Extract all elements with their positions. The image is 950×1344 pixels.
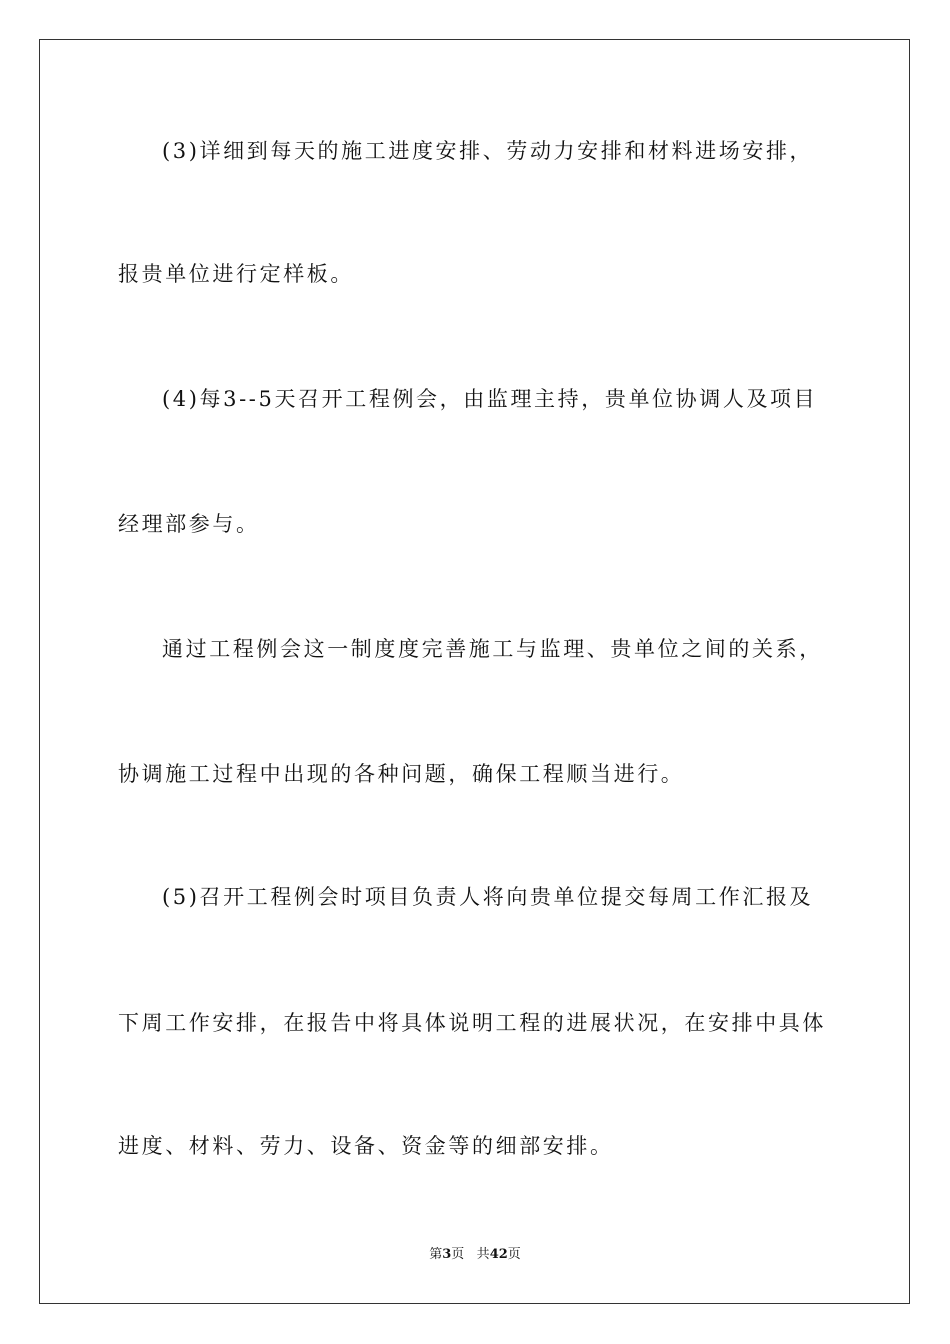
paragraph-line-4: 经理部参与。: [118, 512, 260, 536]
paragraph-line-8: 下周工作安排，在报告中将具体说明工程的进展状况，在安排中具体: [118, 1011, 826, 1035]
paragraph-line-2: 报贵单位进行定样板。: [118, 262, 354, 286]
paragraph-line-6: 协调施工过程中出现的各种问题，确保工程顺当进行。: [118, 762, 685, 786]
footer-total-suffix: 页: [507, 1247, 521, 1262]
paragraph-line-3: (4)每3--5天召开工程例会，由监理主持，贵单位协调人及项目: [162, 387, 818, 411]
paragraph-line-1: (3)详细到每天的施工进度安排、劳动力安排和材料进场安排，: [162, 139, 814, 163]
footer-total-prefix: 共: [476, 1247, 490, 1262]
footer-total-pages: 42: [489, 1247, 508, 1262]
paragraph-line-7: (5)召开工程例会时项目负责人将向贵单位提交每周工作汇报及: [162, 885, 814, 909]
page-border: [39, 39, 910, 1304]
page-footer: [0, 1246, 950, 1264]
footer-page-number: 3: [442, 1247, 452, 1262]
footer-page-suffix: 页: [451, 1247, 465, 1262]
paragraph-line-9: 进度、材料、劳力、设备、资金等的细部安排。: [118, 1134, 614, 1158]
footer-prefix: 第: [429, 1247, 443, 1262]
paragraph-line-5: 通过工程例会这一制度度完善施工与监理、贵单位之间的关系，: [162, 637, 823, 661]
